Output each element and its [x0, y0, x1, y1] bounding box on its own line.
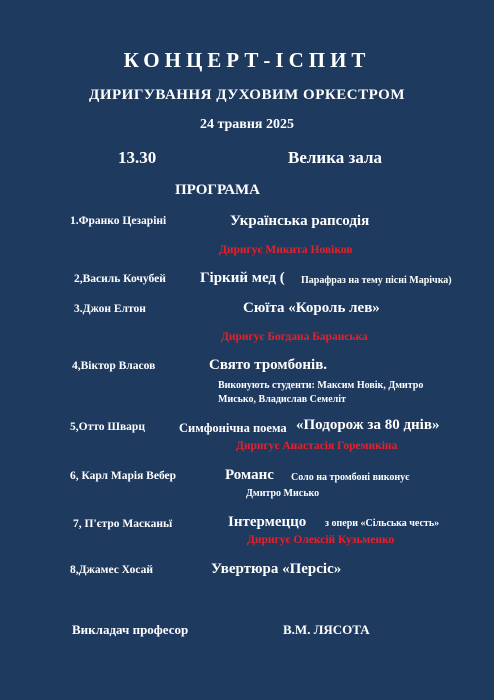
item2-piece: Гіркий мед ( [200, 270, 285, 286]
item7-conductor: Диригує Олексій Кузьменко [247, 534, 395, 546]
item3-piece: Сюїта «Король лев» [243, 300, 380, 316]
item1-composer: 1.Франко Цезаріні [70, 215, 167, 227]
item6-piece: Романс [225, 467, 274, 483]
item8-piece: Увертюра «Персіс» [211, 561, 342, 577]
item7-piece: Інтермеццо [228, 514, 307, 530]
item7-composer: 7, П'єтро Масканьї [73, 518, 173, 530]
item4-piece: Свято тромбонів. [209, 357, 328, 373]
item7-note: з опери «Сільська честь» [325, 518, 440, 529]
item6-note-line2: Дмитро Мисько [246, 488, 320, 499]
item4-composer: 4,Віктор Власов [72, 360, 156, 372]
item2-note: Парафраз на тему пісні Марічка) [301, 275, 452, 286]
item3-conductor: Диригує Богдана Баранська [221, 331, 368, 343]
concert-date: 24 травня 2025 [199, 117, 295, 132]
teacher-role: Викладач професор [72, 622, 189, 637]
concert-hall: Велика зала [288, 148, 383, 167]
item6-note-line1: Соло на тромбоні виконує [291, 472, 410, 483]
item5-piece: «Подорож за 80 днів» [296, 417, 440, 433]
item1-piece: Українська рапсодія [230, 213, 370, 229]
item3-composer: 3.Джон Елтон [74, 303, 146, 315]
item1-conductor: Диригує Микита Новіков [219, 244, 353, 256]
item4-note-line2: Мисько, Владислав Семеліт [218, 394, 346, 405]
item6-composer: 6, Карл Марія Вебер [70, 470, 177, 482]
teacher-name: В.М. ЛЯСОТА [283, 622, 370, 637]
item8-composer: 8,Джамес Хосай [70, 564, 154, 576]
item5-conductor: Диригує Анастасія Горемикіна [236, 440, 398, 452]
item5-piece-prefix: Симфонічна поема [179, 421, 287, 435]
program-heading: ПРОГРАМА [175, 182, 261, 198]
item2-composer: 2,Василь Кочубей [74, 273, 166, 285]
concert-time: 13.30 [118, 148, 157, 167]
item5-composer: 5,Отто Шварц [70, 421, 145, 433]
poster-title: КОНЦЕРТ-ІСПИТ [123, 48, 371, 72]
poster-subtitle: ДИРИГУВАННЯ ДУХОВИМ ОРКЕСТРОМ [89, 87, 405, 103]
item4-note-line1: Виконують студенти: Максим Новік, Дмитро [218, 380, 424, 391]
